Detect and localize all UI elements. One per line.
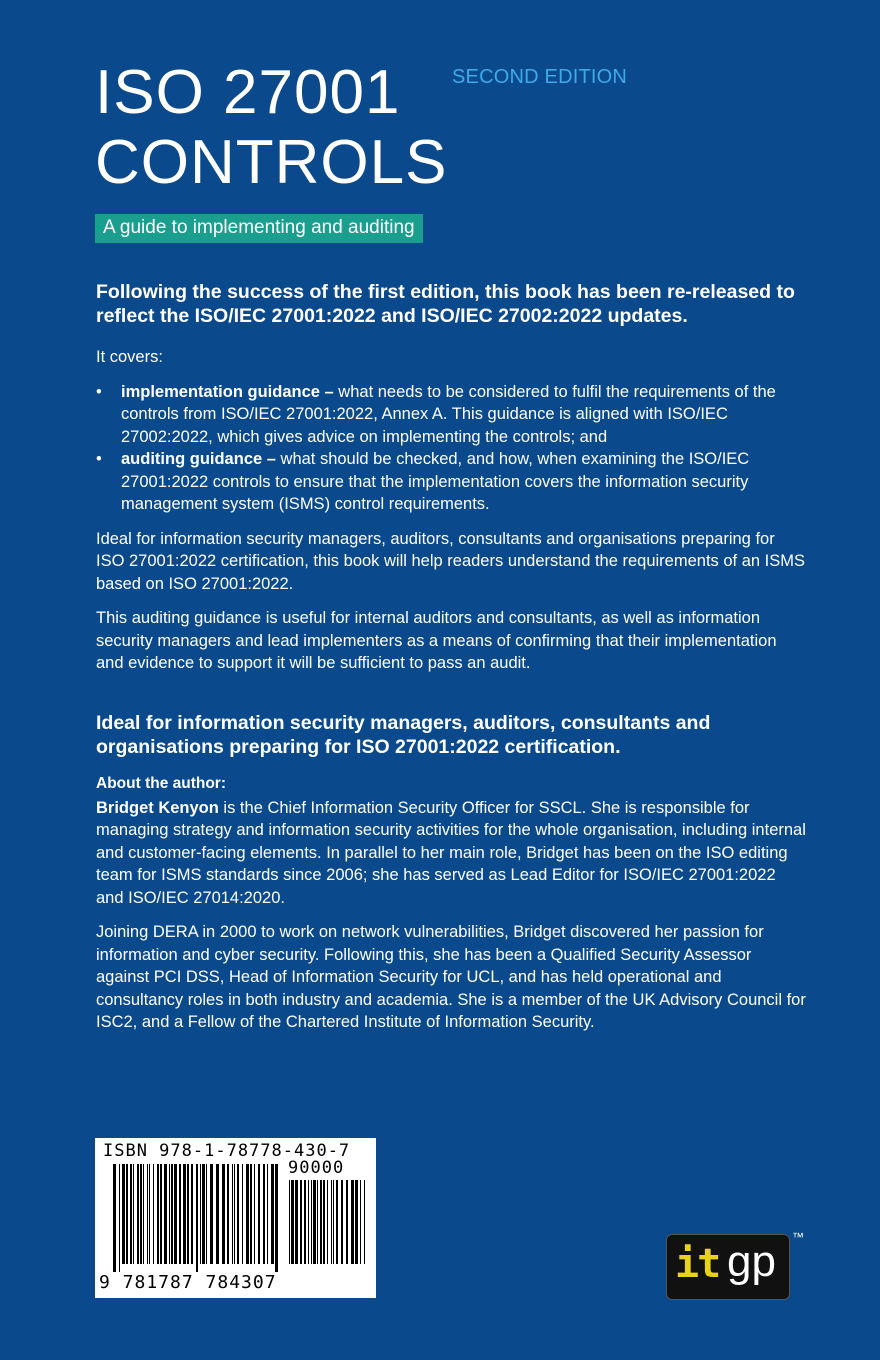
author-bio-1: [96, 797, 806, 910]
barcode-bar: [126, 1164, 128, 1264]
barcode-bar: [311, 1180, 312, 1264]
barcode-bar: [191, 1164, 193, 1264]
barcode-bar: [250, 1164, 252, 1264]
barcode-bar: [222, 1164, 225, 1264]
isbn-number: ISBN 978-1-78778-430-7: [103, 1141, 351, 1161]
barcode-bar: [234, 1164, 235, 1264]
title-line-1: ISO 27001: [95, 58, 401, 127]
book-title: [95, 58, 447, 198]
barcode-bar: [360, 1180, 361, 1264]
barcode-bar: [119, 1164, 120, 1272]
barcode-bar: [289, 1180, 290, 1264]
intro-paragraph-1: Ideal for information security managers, auditors, consultants and organisations preparing for ISO 27001:2022 certification, this book will help readers understand the requirements of an ISMS based on ISO 27001:2022.: [96, 529, 805, 593]
barcode-bar: [179, 1164, 181, 1264]
barcode-bar: [308, 1180, 309, 1264]
barcode-bar: [242, 1164, 243, 1264]
barcode-bar: [336, 1180, 338, 1264]
barcode-bar: [200, 1164, 201, 1264]
bullet-term: implementation guidance –: [121, 382, 334, 401]
barcode-bar: [137, 1164, 139, 1264]
ean-digits: 9 781787 784307: [99, 1272, 277, 1293]
list-item: [96, 381, 806, 449]
barcode-bar: [202, 1164, 205, 1264]
barcode-bars-main: [113, 1164, 279, 1272]
barcode-bar: [323, 1180, 325, 1264]
barcode-bar: [291, 1180, 294, 1264]
barcode-bar: [317, 1180, 318, 1264]
itgp-logo: [666, 1234, 790, 1300]
barcode-bar: [183, 1164, 186, 1264]
back-cover-text: [96, 280, 806, 1046]
barcode-bar: [275, 1164, 278, 1272]
title-line-2: CONTROLS: [95, 128, 448, 197]
barcode-bars-addon: [289, 1180, 369, 1272]
barcode-bar: [169, 1164, 170, 1264]
barcode-bar: [140, 1164, 142, 1264]
barcode-bar: [246, 1164, 249, 1264]
barcode-bar: [295, 1180, 298, 1264]
barcode-bar: [149, 1164, 150, 1264]
edition-label: SECOND EDITION: [452, 66, 628, 88]
logo-gp-text: gp: [727, 1237, 776, 1286]
barcode-bar: [333, 1180, 334, 1264]
covers-list: [96, 381, 806, 516]
barcode-bar: [227, 1164, 229, 1264]
intro-lead-2: Ideal for information security managers, auditors, consultants and organisations preparing for ISO 27001:2022 certification.: [96, 711, 711, 758]
barcode-bar: [153, 1164, 154, 1264]
barcode-bar: [346, 1180, 348, 1264]
barcode-bar: [164, 1164, 167, 1264]
covers-label: It covers:: [96, 348, 163, 366]
barcode-bar: [254, 1164, 255, 1264]
barcode-bar: [143, 1164, 144, 1264]
barcode-bar: [160, 1164, 162, 1264]
barcode-bar: [267, 1164, 268, 1264]
price-code: 90000: [288, 1158, 345, 1178]
author-bio-2: Joining DERA in 2000 to work on network vulnerabilities, Bridget discovered her passion for information and cyber security. Following this, she has been a Qualified Security Assessor against PCI DSS, Head of Information Security for UCL, and has held operational and consultancy roles in both industry and academia. She is a member of the UK Advisory Council for ISC2, and a Fellow of the Chartered Institute of Information Security.: [96, 923, 806, 1031]
barcode-bar: [196, 1164, 198, 1272]
barcode-bar: [122, 1164, 125, 1264]
trademark-symbol: ™: [792, 1230, 804, 1244]
barcode-bar: [341, 1180, 343, 1264]
bullet-point: •: [96, 450, 102, 468]
barcode-bar: [147, 1164, 148, 1264]
barcode-bar: [113, 1164, 116, 1272]
barcode-bar: [320, 1180, 322, 1264]
barcode-bar: [157, 1164, 159, 1264]
barcode-bar: [187, 1164, 189, 1264]
barcode-bar: [351, 1180, 354, 1264]
barcode-bar: [263, 1164, 265, 1264]
intro-paragraph-2: This auditing guidance is useful for internal auditors and consultants, as well as information security managers and lead implementers as a means of confirming that their implementation and evidence to support it will be sufficient to pass an audit.: [96, 609, 777, 672]
about-author-heading: About the author:: [96, 774, 227, 792]
barcode-bar: [327, 1180, 328, 1264]
barcode-bar: [216, 1164, 219, 1264]
barcode-bar: [232, 1164, 233, 1264]
barcode-bar: [313, 1180, 316, 1264]
barcode-bar: [355, 1180, 358, 1264]
barcode-bar: [258, 1164, 260, 1264]
author-name: Bridget Kenyon: [96, 798, 219, 817]
barcode-bar: [171, 1164, 173, 1264]
bullet-text: what needs to be considered to fulfil the requirements of the controls from ISO/IEC 27001:2022, Annex A. This guidance is aligned with ISO/IEC 27002:2022, which gives advice on implementing the controls; and: [121, 382, 776, 446]
bullet-text: what should be checked, and how, when examining the ISO/IEC 27001:2022 controls to ensure that the implementation covers the information security management system (ISMS) control requirements.: [121, 450, 750, 513]
list-item: [96, 448, 806, 516]
intro-lead: Following the success of the first edition, this book has been re-released to reflect the ISO/IEC 27001:2022 and ISO/IEC 27002:2022 updates.: [96, 281, 795, 327]
barcode-bar: [300, 1180, 302, 1264]
subtitle-banner: A guide to implementing and auditing: [95, 214, 423, 243]
barcode-bar: [364, 1180, 365, 1264]
barcode-bar: [210, 1164, 213, 1264]
bullet-term: auditing guidance –: [121, 450, 276, 468]
logo-it-text: it: [675, 1241, 720, 1287]
barcode-bar: [174, 1164, 177, 1264]
barcode-bar: [206, 1164, 207, 1264]
barcode-bar: [304, 1180, 306, 1264]
barcode-bar: [237, 1164, 239, 1264]
barcode-bar: [130, 1164, 132, 1264]
barcode-bar: [331, 1180, 332, 1264]
barcode-bar: [271, 1164, 274, 1264]
bullet-point: •: [96, 382, 102, 401]
author-bio-1-text: is the Chief Information Security Officer for SSCL. She is responsible for managing strategy and information security activities for the whole organisation, including internal and customer-facing elements. In parallel to her main role, Bridget has been on the ISO editing team for ISMS standards since 2006; she has served as Lead Editor for ISO/IEC 27001:2022 and ISO/IEC 27014:2020.: [96, 798, 806, 907]
barcode-bar: [133, 1164, 134, 1264]
isbn-barcode: [95, 1138, 376, 1298]
